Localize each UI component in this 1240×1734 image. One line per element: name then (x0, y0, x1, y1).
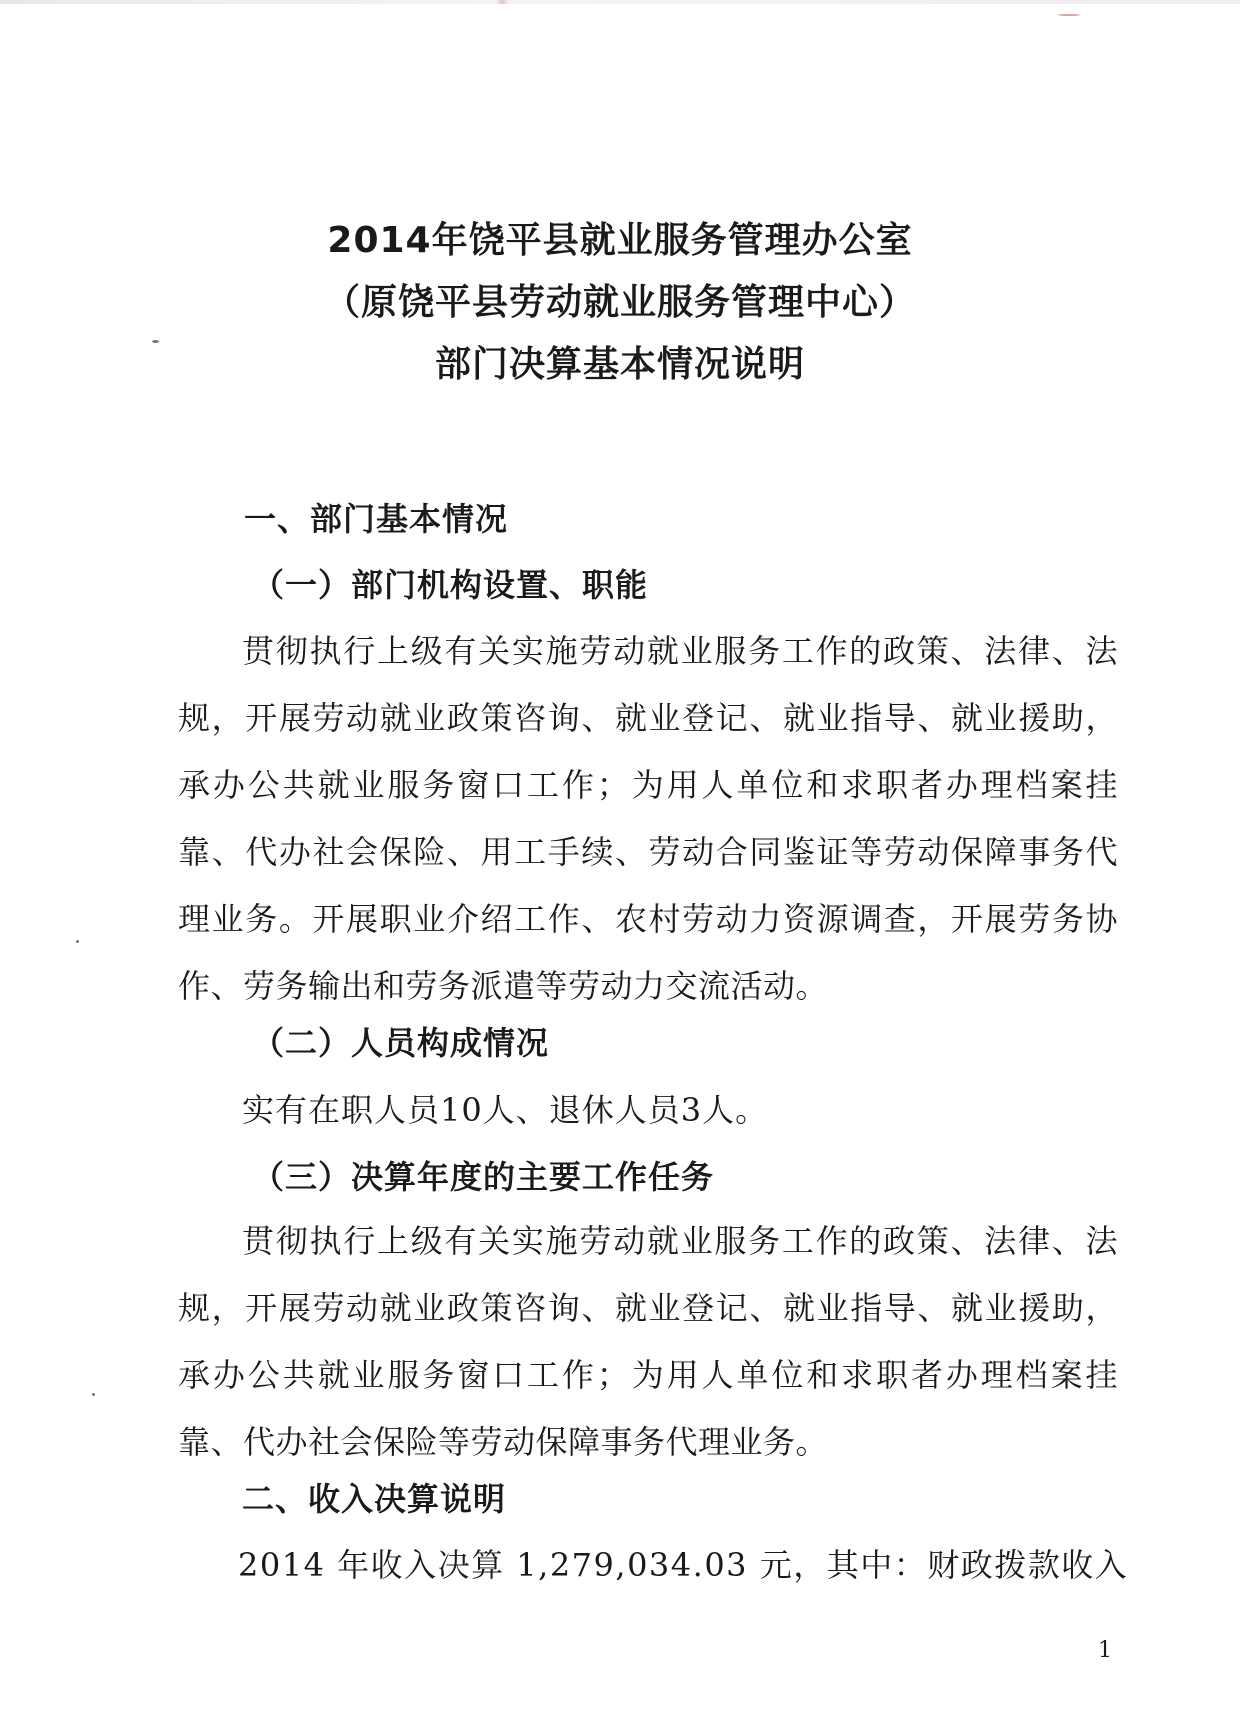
subsection-1-heading: （一）部门机构设置、职能 (252, 566, 649, 604)
scan-speck (1058, 14, 1080, 16)
subsection-1-body: 贯彻执行上级有关实施劳动就业服务工作的政策、法律、法规，开展劳动就业政策咨询、就业登记、就业指导、就业援助，承办公共就业服务窗口工作；为用人单位和求职者办理档案挂靠、代办社会保险、用工手续、劳动合同鉴证等劳动保障事务代理业务。开展职业介绍工作、农村劳动力资源调查，开展劳务协作、劳务输出和劳务派遣等劳动力交流活动。 (178, 632, 1118, 1005)
section-1-heading: 一、部门基本情况 (244, 500, 509, 538)
document-title (0, 210, 1240, 396)
page-number: 1 (1098, 1638, 1112, 1663)
section-2-heading: 二、收入决算说明 (242, 1480, 507, 1518)
subsection-2-body: 实有在职人员10人、退休人员3人。 (242, 1091, 769, 1129)
scan-speck (76, 940, 79, 943)
subsection-3-heading: （三）决算年度的主要工作任务 (252, 1158, 715, 1196)
subsection-3-body: 贯彻执行上级有关实施劳动就业服务工作的政策、法律、法规，开展劳动就业政策咨询、就业登记、就业指导、就业援助，承办公共就业服务窗口工作；为用人单位和求职者办理档案挂靠、代办社会保险等劳动保障事务代理业务。 (178, 1222, 1118, 1461)
scan-top-edge (0, 0, 1240, 4)
title-line-3: 部门决算基本情况说明 (434, 344, 805, 385)
title-line-2: （原饶平县劳动就业服务管理中心） (323, 282, 916, 323)
scan-speck (92, 1393, 95, 1396)
title-line-1: 2014年饶平县就业服务管理办公室 (327, 220, 913, 261)
subsection-2-heading: （二）人员构成情况 (252, 1024, 550, 1062)
section-2-body: 2014 年收入决算 1,279,034.03 元，其中：财政拨款收入 (238, 1546, 1129, 1584)
